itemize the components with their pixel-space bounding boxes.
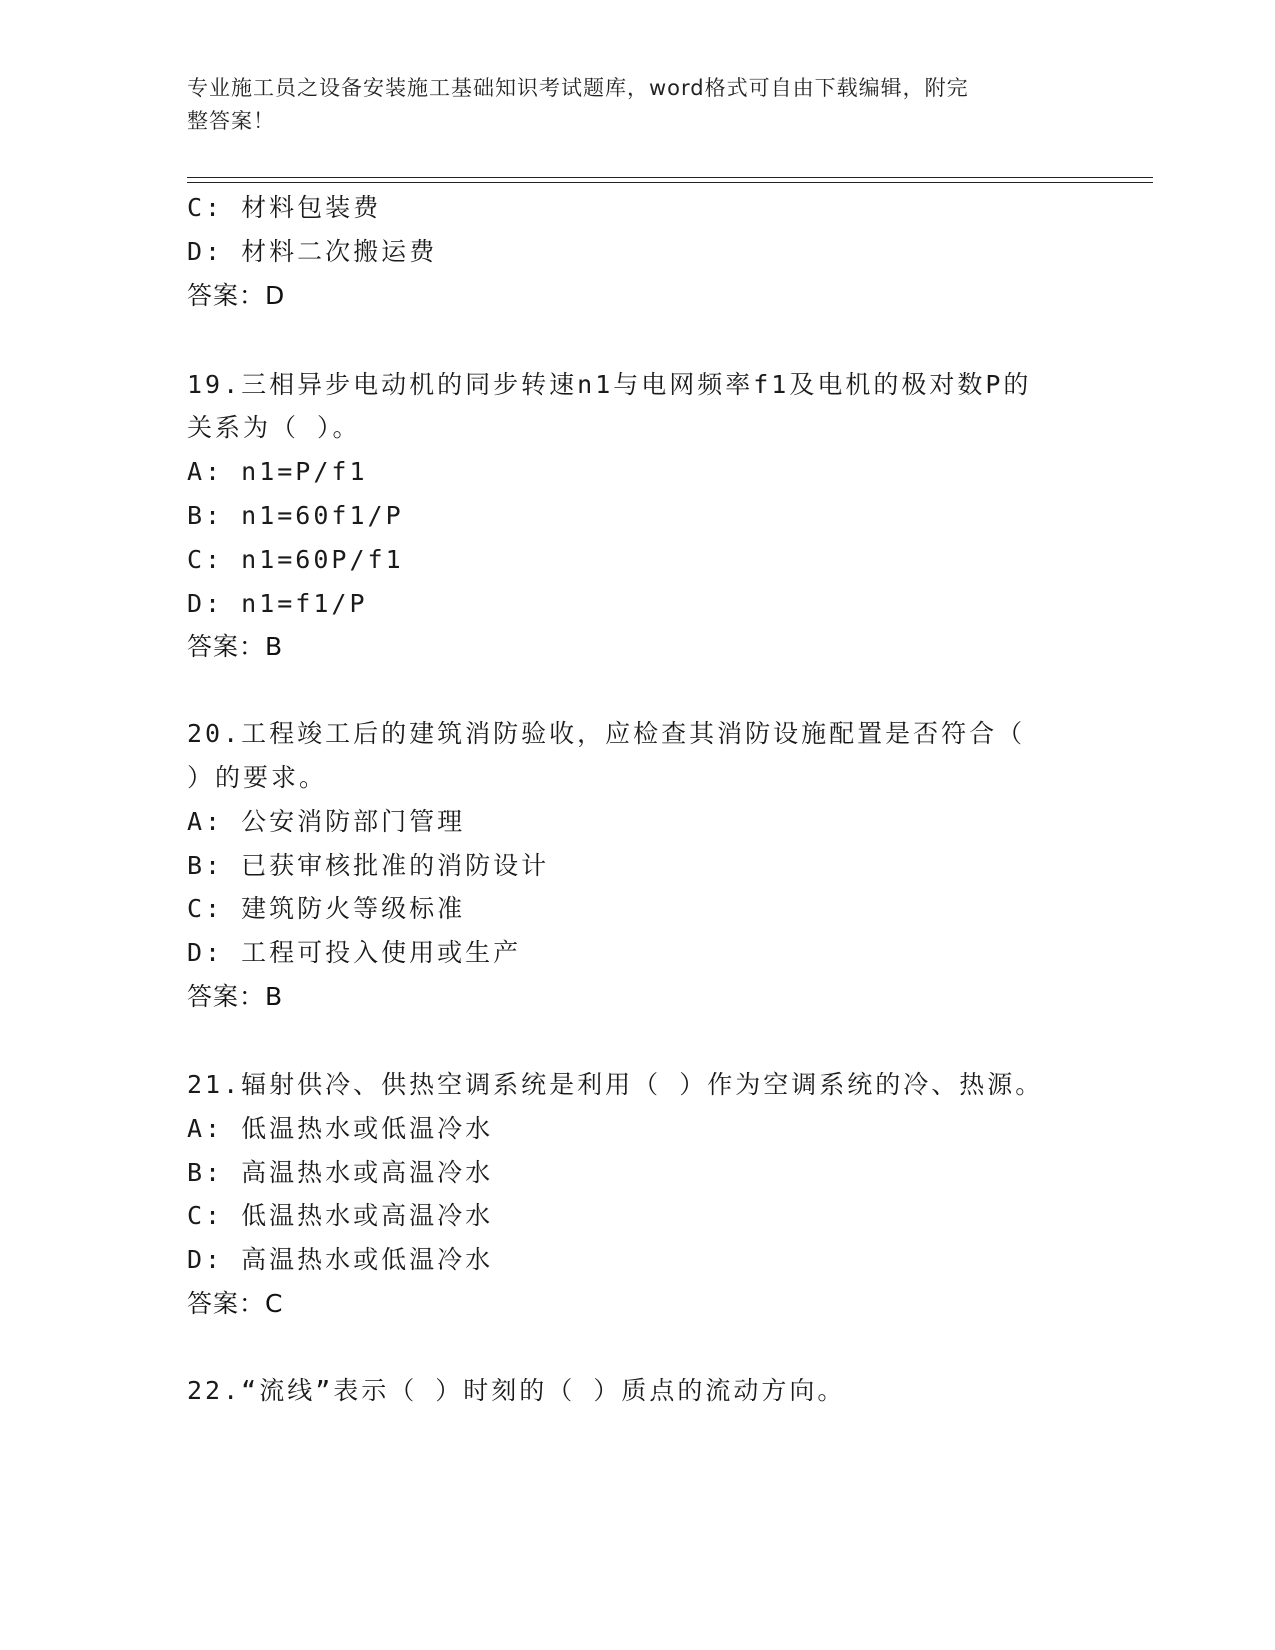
header-divider-top xyxy=(187,177,1153,178)
q20-option-c: C: 建筑防火等级标准 xyxy=(187,894,466,923)
prev-option-c: C: 材料包装费 xyxy=(187,193,382,222)
header-line-1: 专业施工员之设备安装施工基础知识考试题库，word格式可自由下载编辑，附完 xyxy=(187,76,969,100)
q21-answer: 答案：C xyxy=(187,1289,284,1318)
q21-option-a: A: 低温热水或低温冷水 xyxy=(187,1114,494,1143)
q20-answer: 答案：B xyxy=(187,982,284,1011)
q20-option-a: A: 公安消防部门管理 xyxy=(187,807,466,836)
q19-option-b: B: n1=60f1/P xyxy=(187,501,404,530)
q19-stem-line-2: 关系为（ ）。 xyxy=(187,413,361,442)
q19-stem-line-1: 19.三相异步电动机的同步转速n1与电网频率f1及电机的极对数P的 xyxy=(187,370,1032,399)
q20-option-d: D: 工程可投入使用或生产 xyxy=(187,938,522,967)
q20-stem-line-1: 20.工程竣工后的建筑消防验收，应检查其消防设施配置是否符合（ xyxy=(187,719,1026,748)
q20-stem-line-2: ）的要求。 xyxy=(187,763,328,792)
prev-option-d: D: 材料二次搬运费 xyxy=(187,237,438,266)
q19-answer: 答案：B xyxy=(187,632,284,661)
q22-stem-line-1: 22.“流线”表示（ ）时刻的（ ）质点的流动方向。 xyxy=(187,1376,846,1405)
q21-option-b: B: 高温热水或高温冷水 xyxy=(187,1158,494,1187)
q21-stem-line-1: 21.辐射供冷、供热空调系统是利用（ ）作为空调系统的冷、热源。 xyxy=(187,1070,1044,1099)
q19-option-a: A: n1=P/f1 xyxy=(187,457,368,486)
header-line-2: 整答案！ xyxy=(187,109,275,133)
q20-option-b: B: 已获审核批准的消防设计 xyxy=(187,851,550,880)
prev-answer: 答案：D xyxy=(187,281,286,310)
q19-option-c: C: n1=60P/f1 xyxy=(187,545,404,574)
q21-option-d: D: 高温热水或低温冷水 xyxy=(187,1245,494,1274)
q19-option-d: D: n1=f1/P xyxy=(187,589,368,618)
q21-option-c: C: 低温热水或高温冷水 xyxy=(187,1201,494,1230)
document-header xyxy=(187,72,1087,138)
header-divider-bottom xyxy=(187,182,1153,183)
